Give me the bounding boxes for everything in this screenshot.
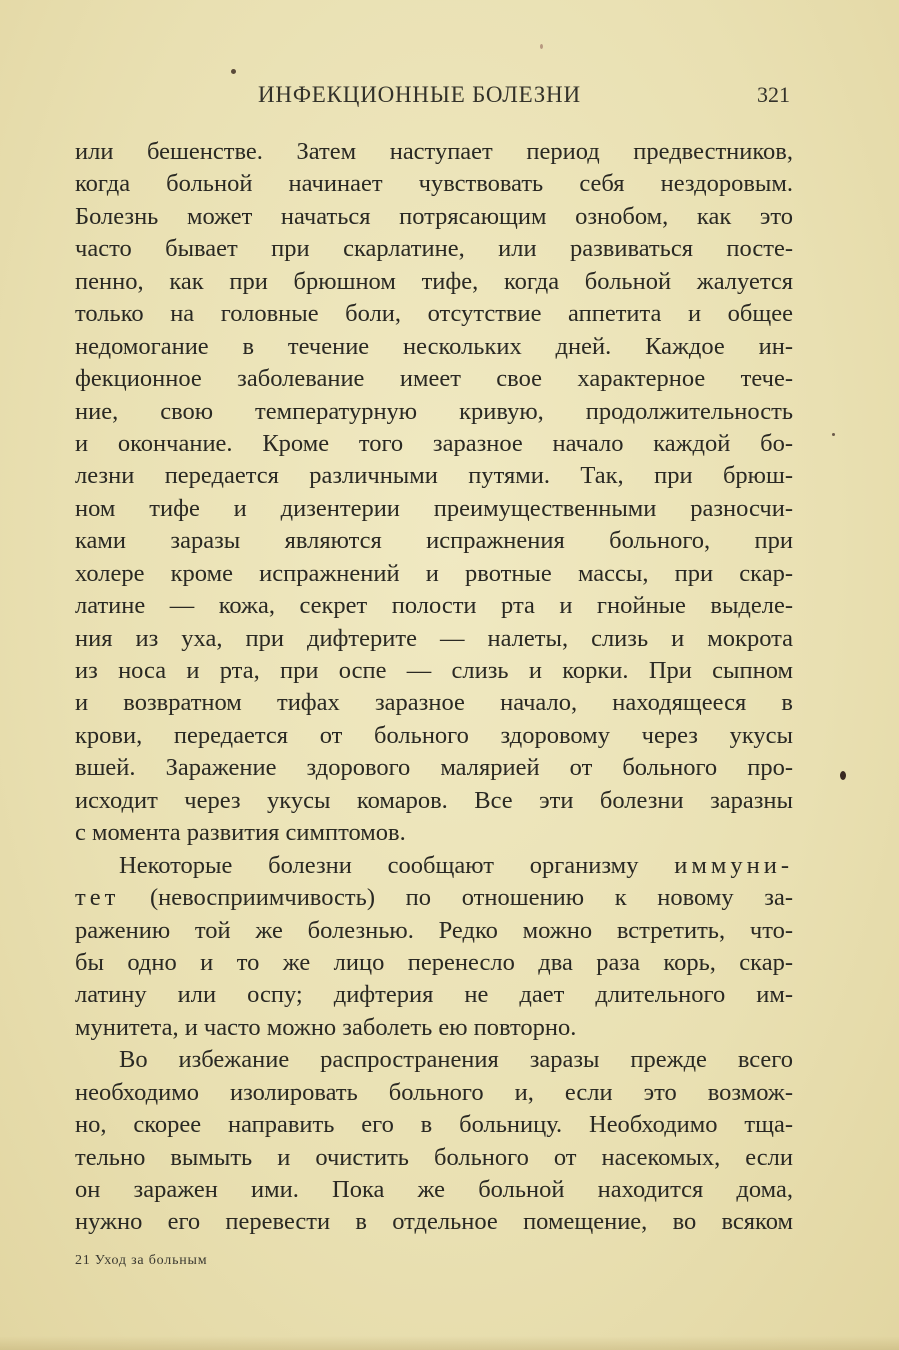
text-line: необходимо изолировать больного и, если это возмож- [75,1078,793,1106]
text-line: и возвратном тифах заразное начало, находящееся в [75,689,793,717]
text-line: ками заразы являются испражнения больного, при [75,527,793,555]
text-line: ном тифе и дизентерии преимущественными разносчи- [75,494,793,522]
text-line: Во избежание распространения заразы прежде всего [119,1046,793,1074]
text-line: он заражен ими. Пока же больной находится дома, [75,1176,793,1203]
text-line: фекционное заболевание имеет свое характерное тече- [75,365,793,393]
text-line: лезни передается различными путями. Так, при брюш- [75,462,793,490]
text-line: вшей. Заражение здорового малярией от больного про- [75,754,793,782]
text-line: с момента развития симптомов. [75,819,406,847]
body-text [75,136,793,1239]
text-line: ния из уха, при дифтерите — налеты, слизь и мокрота [75,624,793,652]
text-line: латине — кожа, секрет полости рта и гнойные выделе- [75,592,793,620]
paper-speck [832,433,835,436]
text-line: ние, свою температурную кривую, продолжительность [75,397,793,425]
text-line: или бешенстве. Затем наступает период предвестников, [75,138,793,165]
chapter-title: ИНФЕКЦИОННЫЕ БОЛЕЗНИ [258,82,581,107]
text-line: бы одно и то же лицо перенесло два раза корь, скар- [75,948,793,976]
text-line: мунитета, и часто можно заболеть ею повторно. [75,1013,577,1041]
text-line: но, скорее направить его в больницу. Необходимо тща- [75,1111,793,1139]
text-line: пенно, как при брюшном тифе, когда больной жалуется [75,267,793,295]
spaced-term: тет [75,884,120,912]
text-line: Болезнь может начаться потрясающим ознобом, как это [75,202,793,230]
text-line: только на головные боли, отсутствие аппетита и общее [75,300,793,328]
text-line: нужно его перевести в отдельное помещение, во всяком [75,1208,793,1236]
running-head [0,82,899,112]
page-number: 321 [757,82,790,107]
text-line [75,882,793,914]
text-line: из носа и рта, при оспе — слизь и корки. При сыпном [75,657,793,684]
paper-speck [231,69,236,74]
text-line: и окончание. Кроме того заразное начало каждой бо- [75,429,793,457]
signature-mark: 21 Уход за больным [75,1253,208,1268]
paper-speck [840,771,846,780]
text-line: холере кроме испражнений и рвотные массы, при скар- [75,559,793,587]
text-line: когда больной начинает чувствовать себя нездоровым. [75,170,793,198]
text-line: недомогание в течение нескольких дней. Каждое ин- [75,332,793,360]
text-fragment: Некоторые болезни сообщают организму [119,851,639,879]
text-line: ражению той же болезнью. Редко можно встретить, что- [75,916,793,944]
text-line: крови, передается от больного здоровому через укусы [75,721,793,749]
text-fragment: (невосприимчивость) по отношению к новому за- [150,884,793,912]
page-edge [0,1336,899,1350]
text-line: часто бывает при скарлатине, или развиваться посте- [75,235,793,263]
text-line: исходит через укусы комаров. Все эти болезни заразны [75,786,793,814]
spaced-term: иммуни- [674,851,794,879]
text-line: тельно вымыть и очистить больного от насекомых, если [75,1143,793,1171]
paper-speck [540,44,543,49]
text-line: латину или оспу; дифтерия не дает длительного им- [75,981,793,1009]
text-line [75,850,793,882]
